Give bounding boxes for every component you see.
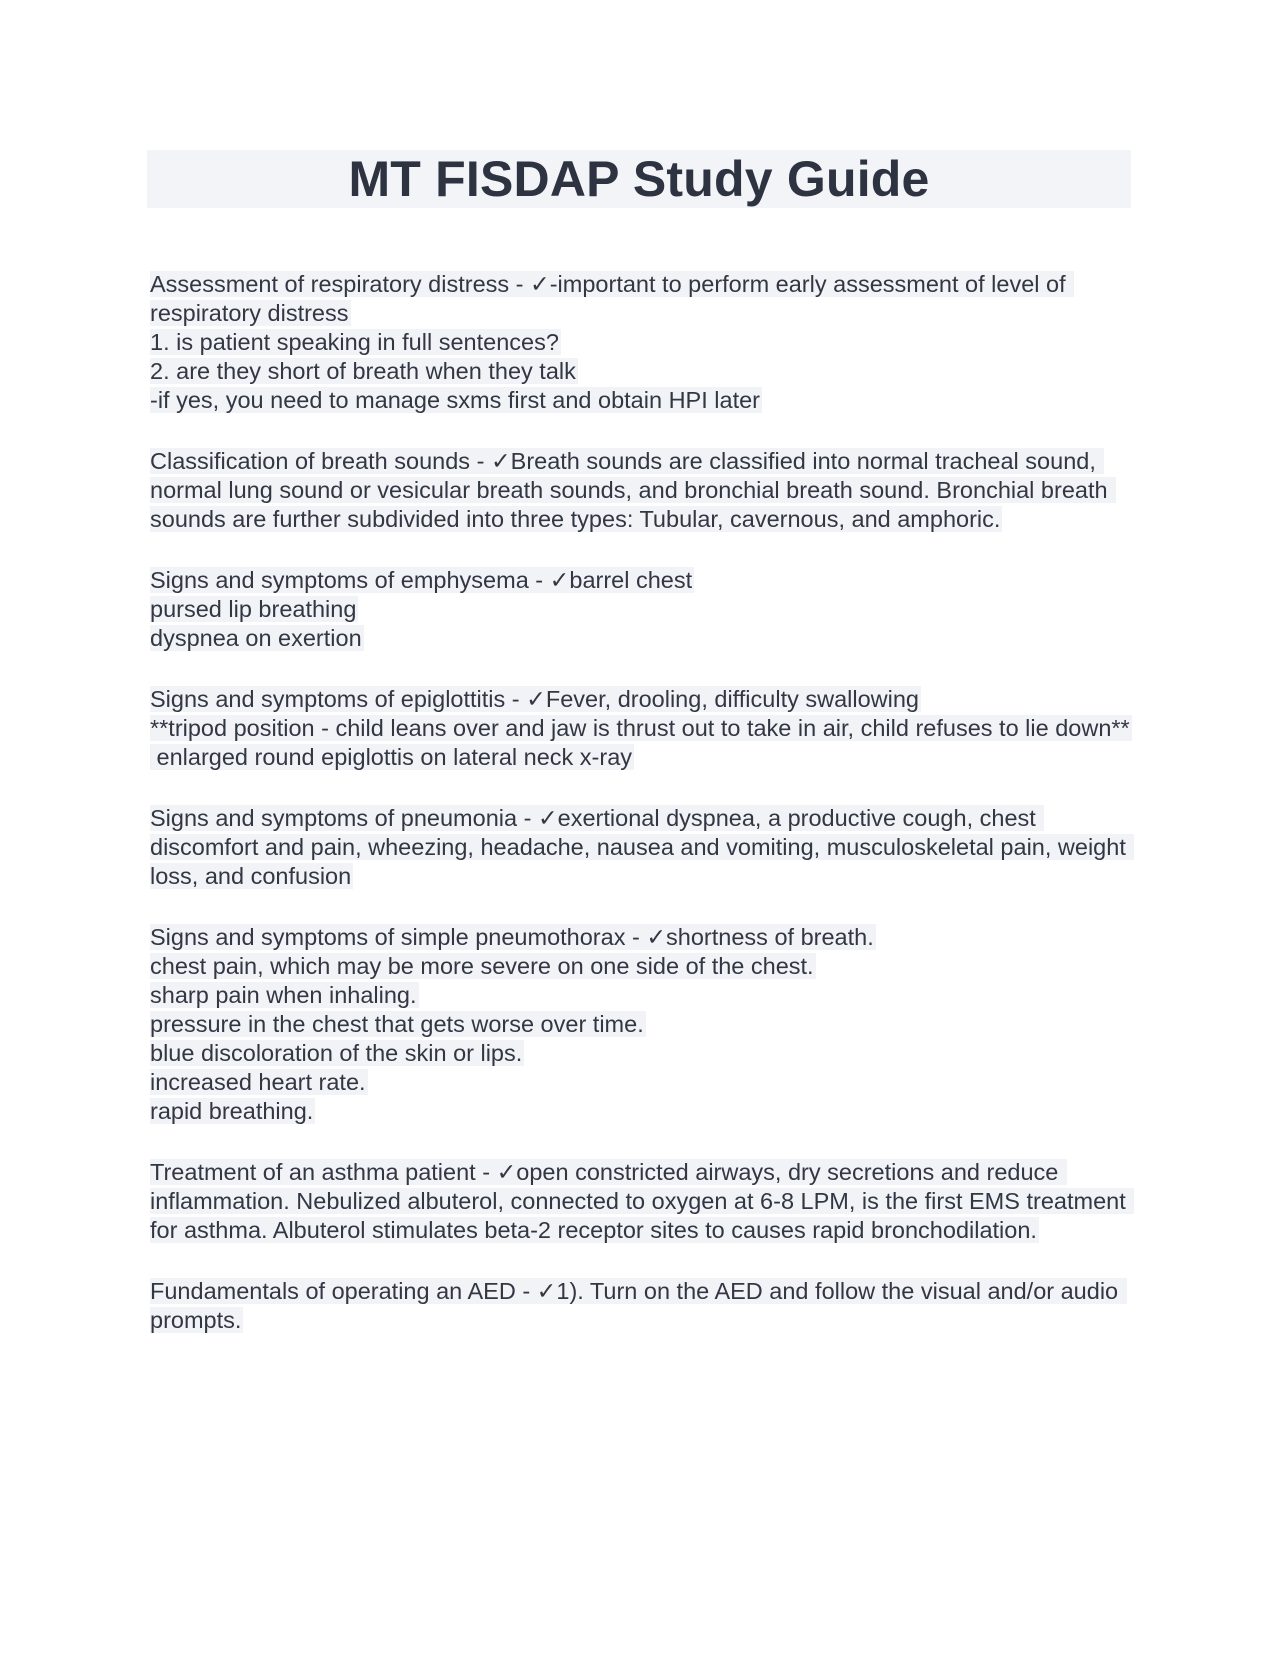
answer-line: 2. are they short of breath when they talk xyxy=(150,358,576,384)
answer-line: pressure in the chest that gets worse over time. xyxy=(150,1011,644,1037)
check-icon: ✓ xyxy=(490,447,511,475)
check-icon: ✓ xyxy=(530,270,550,298)
answer-line: shortness of breath. xyxy=(666,924,874,950)
qa-entry-respiratory-distress xyxy=(150,270,1135,415)
answer-line: exertional dyspnea, a productive cough, chest discomfort and pain, wheezing, headache, nausea and vomiting, musculoskeletal pain, weight loss, and confusion xyxy=(150,805,1133,889)
qa-entry-pneumothorax xyxy=(150,923,1135,1126)
title-banner xyxy=(147,150,1131,208)
check-icon: ✓ xyxy=(537,804,558,832)
qa-entry-epiglottitis xyxy=(150,685,1135,772)
qa-entry-emphysema xyxy=(150,566,1135,653)
answer-line: blue discoloration of the skin or lips. xyxy=(150,1040,523,1066)
answer-line: 1. is patient speaking in full sentences? xyxy=(150,329,559,355)
qa-entry-pneumonia xyxy=(150,804,1135,891)
answer-line: 1). Turn on the AED and follow the visual and/or audio prompts. xyxy=(150,1278,1125,1333)
answer-line: open constricted airways, dry secretions and reduce inflammation. Nebulized albuterol, connected to oxygen at 6-8 LPM, is the first EMS treatment for asthma. Albuterol stimulates beta-2 receptor sites to causes rapid bronchodilation. xyxy=(150,1159,1133,1243)
question-text: Treatment of an asthma patient - xyxy=(150,1159,497,1185)
check-icon: ✓ xyxy=(526,685,546,713)
study-guide-content xyxy=(150,270,1135,1367)
question-text: Signs and symptoms of pneumonia - xyxy=(150,805,538,831)
answer-line: dyspnea on exertion xyxy=(150,625,362,651)
question-text: Fundamentals of operating an AED - xyxy=(150,1278,537,1304)
question-text: Signs and symptoms of emphysema - xyxy=(150,567,550,593)
page-title: MT FISDAP Study Guide xyxy=(348,151,930,207)
check-icon: ✓ xyxy=(536,1277,557,1305)
answer-line: chest pain, which may be more severe on one side of the chest. xyxy=(150,953,814,979)
question-text: Signs and symptoms of simple pneumothorax - xyxy=(150,924,647,950)
answer-line: Fever, drooling, difficulty swallowing xyxy=(545,686,920,712)
qa-entry-breath-sounds xyxy=(150,447,1135,534)
answer-line: barrel chest xyxy=(569,567,693,593)
qa-entry-aed xyxy=(150,1277,1135,1335)
answer-line: increased heart rate. xyxy=(150,1069,366,1095)
answer-line: **tripod position - child leans over and jaw is thrust out to take in air, child refuses to lie down** xyxy=(150,715,1130,741)
question-text: Assessment of respiratory distress - xyxy=(150,271,531,297)
check-icon: ✓ xyxy=(496,1158,517,1186)
answer-line: pursed lip breathing xyxy=(150,596,357,622)
qa-entry-asthma-treatment xyxy=(150,1158,1135,1245)
answer-line: -if yes, you need to manage sxms first and obtain HPI later xyxy=(150,387,760,413)
question-text: Signs and symptoms of epiglottitis - xyxy=(150,686,527,712)
answer-line: enlarged round epiglottis on lateral neck x-ray xyxy=(150,744,633,770)
question-text: Classification of breath sounds - xyxy=(150,448,491,474)
answer-line: Breath sounds are classified into normal tracheal sound, normal lung sound or vesicular breath sounds, and bronchial breath sound. Bronchial breath sounds are further subdivided into three types: Tubular, cavernous, and amphoric. xyxy=(150,448,1115,532)
check-icon: ✓ xyxy=(549,566,570,594)
answer-line: -important to perform early assessment of level of respiratory distress xyxy=(150,271,1073,326)
answer-line: sharp pain when inhaling. xyxy=(150,982,417,1008)
answer-line: rapid breathing. xyxy=(150,1098,314,1124)
check-icon: ✓ xyxy=(646,923,667,951)
